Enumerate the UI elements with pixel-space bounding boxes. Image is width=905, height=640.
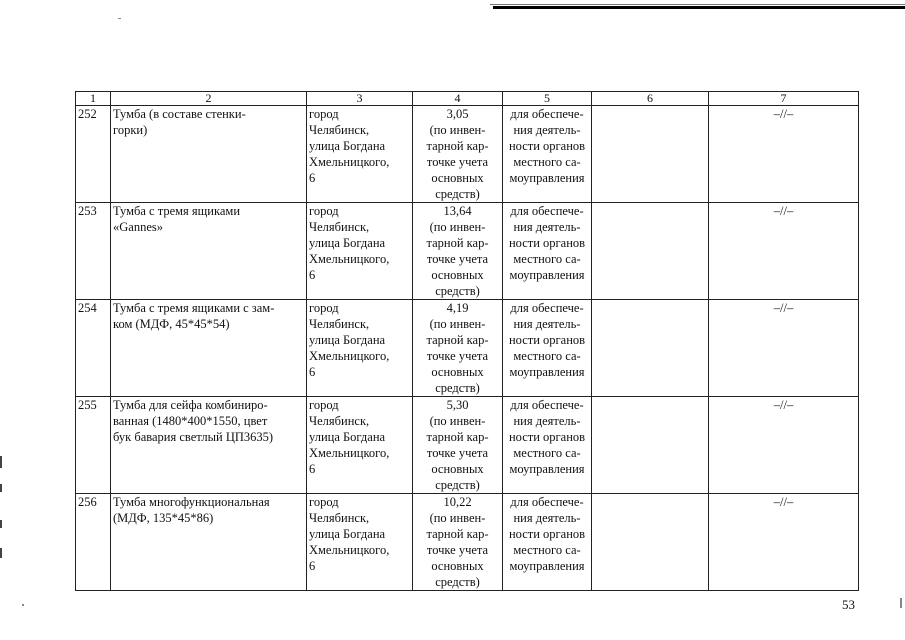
column-header-5: 5 [503, 92, 592, 106]
item-cost-line: тарной кар- [426, 527, 489, 541]
item-cost-line: (по инвен- [429, 317, 486, 331]
scan-edge-mark [0, 520, 2, 528]
item-address-line: улица Богдана [309, 430, 386, 444]
item-cost-line: точке учета [426, 446, 489, 460]
column-header-4: 4 [413, 92, 503, 106]
item-address-line: Челябинск, [309, 123, 370, 137]
column-header-1: 1 [76, 92, 111, 106]
item-address [307, 397, 413, 494]
column-header-6: 6 [592, 92, 709, 106]
item-address [307, 203, 413, 300]
table-row [76, 203, 859, 300]
row-number: 252 [76, 106, 111, 203]
item-name-line: Тумба (в составе стенки- [113, 107, 246, 121]
row-number: 256 [76, 494, 111, 591]
item-cost-line: средств) [435, 575, 480, 589]
item-address-line: Хмельницкого, [309, 155, 390, 169]
item-cost-line: основных [431, 268, 484, 282]
item-address-line: город [309, 495, 339, 509]
column-header-7: 7 [709, 92, 859, 106]
item-cost-line: точке учета [426, 543, 489, 557]
item-purpose-line: местного са- [513, 543, 581, 557]
item-name-line: горки) [113, 123, 148, 137]
item-name-line: Тумба с тремя ящиками с зам- [113, 301, 275, 315]
item-address-line: 6 [309, 365, 316, 379]
item-cost-line: тарной кар- [426, 139, 489, 153]
item-cost-line: основных [431, 365, 484, 379]
item-address-line: город [309, 301, 339, 315]
item-address-line: улица Богдана [309, 527, 386, 541]
item-address [307, 494, 413, 591]
item-cost-line: точке учета [426, 155, 489, 169]
item-purpose [503, 397, 592, 494]
item-name-line: ком (МДФ, 45*45*54) [113, 317, 230, 331]
item-cost-line: средств) [435, 478, 480, 492]
column-header-3: 3 [307, 92, 413, 106]
item-address-line: улица Богдана [309, 333, 386, 347]
item-purpose-line: местного са- [513, 252, 581, 266]
item-cost-line: 5,30 [446, 398, 469, 412]
item-address-line: 6 [309, 268, 316, 282]
item-name-line: Тумба с тремя ящиками [113, 204, 241, 218]
item-purpose-line: моуправления [509, 365, 585, 379]
table-row [76, 494, 859, 591]
item-purpose [503, 203, 592, 300]
scan-speck [900, 598, 902, 608]
item-address-line: улица Богдана [309, 236, 386, 250]
item-purpose-line: ности органов [508, 430, 586, 444]
item-purpose-line: ния деятель- [513, 220, 581, 234]
item-name-line: ванная (1480*400*1550, цвет [113, 414, 268, 428]
row-number: 254 [76, 300, 111, 397]
item-cost-line: (по инвен- [429, 220, 486, 234]
item-name [111, 494, 307, 591]
table-row [76, 300, 859, 397]
item-address-line: Челябинск, [309, 317, 370, 331]
scan-edge-mark [0, 548, 2, 558]
item-cost-line: основных [431, 462, 484, 476]
item-column-6 [592, 397, 709, 494]
item-name [111, 106, 307, 203]
item-address-line: 6 [309, 171, 316, 185]
item-purpose-line: местного са- [513, 446, 581, 460]
item-name [111, 203, 307, 300]
item-column-6 [592, 106, 709, 203]
item-purpose-line: ния деятель- [513, 123, 581, 137]
row-number: 255 [76, 397, 111, 494]
item-cost-line: (по инвен- [429, 414, 486, 428]
item-purpose-line: ния деятель- [513, 414, 581, 428]
scan-edge-mark [0, 484, 2, 492]
property-registry-table [75, 91, 859, 591]
item-address-line: Хмельницкого, [309, 349, 390, 363]
table-row [76, 397, 859, 494]
page-number: 53 [842, 597, 855, 612]
item-ditto-mark: –//– [709, 203, 859, 300]
scan-speck [118, 18, 121, 19]
item-cost-line: основных [431, 171, 484, 185]
item-purpose [503, 494, 592, 591]
item-purpose-line: местного са- [513, 349, 581, 363]
item-address-line: Хмельницкого, [309, 252, 390, 266]
item-cost-line: точке учета [426, 252, 489, 266]
item-cost-line: тарной кар- [426, 236, 489, 250]
item-address-line: улица Богдана [309, 139, 386, 153]
item-address-line: Хмельницкого, [309, 543, 390, 557]
item-name-line: (МДФ, 135*45*86) [113, 511, 214, 525]
item-name-line: «Gannes» [113, 220, 163, 234]
item-purpose [503, 106, 592, 203]
item-cost-line: точке учета [426, 349, 489, 363]
item-cost-line: 10,22 [443, 495, 472, 509]
top-border-line [493, 6, 905, 9]
item-cost-line: (по инвен- [429, 123, 486, 137]
item-purpose-line: моуправления [509, 462, 585, 476]
item-purpose-line: ности органов [508, 236, 586, 250]
item-purpose-line: местного са- [513, 155, 581, 169]
item-address [307, 106, 413, 203]
item-column-6 [592, 494, 709, 591]
item-purpose-line: ности органов [508, 527, 586, 541]
item-address-line: город [309, 398, 339, 412]
item-address-line: Челябинск, [309, 511, 370, 525]
item-name-line: бук бавария светлый ЦП3635) [113, 430, 274, 444]
item-purpose-line: моуправления [509, 559, 585, 573]
item-column-6 [592, 203, 709, 300]
item-ditto-mark: –//– [709, 300, 859, 397]
item-address-line: 6 [309, 462, 316, 476]
item-address [307, 300, 413, 397]
column-header-2: 2 [111, 92, 307, 106]
item-column-6 [592, 300, 709, 397]
item-purpose-line: для обеспече- [510, 495, 584, 509]
table-row [76, 106, 859, 203]
item-cost-line: средств) [435, 381, 480, 395]
item-name [111, 397, 307, 494]
item-cost-line: основных [431, 559, 484, 573]
item-purpose-line: для обеспече- [510, 204, 584, 218]
item-address-line: Челябинск, [309, 220, 370, 234]
item-cost [413, 106, 503, 203]
item-cost [413, 203, 503, 300]
column-number-header [76, 92, 859, 106]
item-cost-line: 13,64 [443, 204, 472, 218]
item-address-line: город [309, 107, 339, 121]
item-purpose-line: для обеспече- [510, 301, 584, 315]
item-purpose-line: ности органов [508, 139, 586, 153]
item-purpose-line: моуправления [509, 171, 585, 185]
item-address-line: Челябинск, [309, 414, 370, 428]
item-cost-line: тарной кар- [426, 333, 489, 347]
item-cost [413, 300, 503, 397]
item-purpose-line: ния деятель- [513, 317, 581, 331]
item-address-line: 6 [309, 559, 316, 573]
item-cost [413, 397, 503, 494]
item-ditto-mark: –//– [709, 106, 859, 203]
item-purpose-line: для обеспече- [510, 107, 584, 121]
item-name [111, 300, 307, 397]
scan-speck [22, 604, 24, 606]
item-address-line: Хмельницкого, [309, 446, 390, 460]
item-address-line: город [309, 204, 339, 218]
item-cost-line: 4,19 [446, 301, 469, 315]
item-ditto-mark: –//– [709, 397, 859, 494]
item-cost [413, 494, 503, 591]
top-scan-line [490, 4, 905, 5]
item-purpose-line: для обеспече- [510, 398, 584, 412]
item-purpose-line: ния деятель- [513, 511, 581, 525]
item-purpose [503, 300, 592, 397]
row-number: 253 [76, 203, 111, 300]
item-cost-line: тарной кар- [426, 430, 489, 444]
item-cost-line: средств) [435, 187, 480, 201]
item-cost-line: средств) [435, 284, 480, 298]
item-purpose-line: моуправления [509, 268, 585, 282]
item-cost-line: (по инвен- [429, 511, 486, 525]
item-purpose-line: ности органов [508, 333, 586, 347]
item-name-line: Тумба многофункциональная [113, 495, 270, 509]
scan-edge-mark [0, 456, 2, 468]
item-cost-line: 3,05 [446, 107, 469, 121]
item-name-line: Тумба для сейфа комбиниро- [113, 398, 268, 412]
item-ditto-mark: –//– [709, 494, 859, 591]
